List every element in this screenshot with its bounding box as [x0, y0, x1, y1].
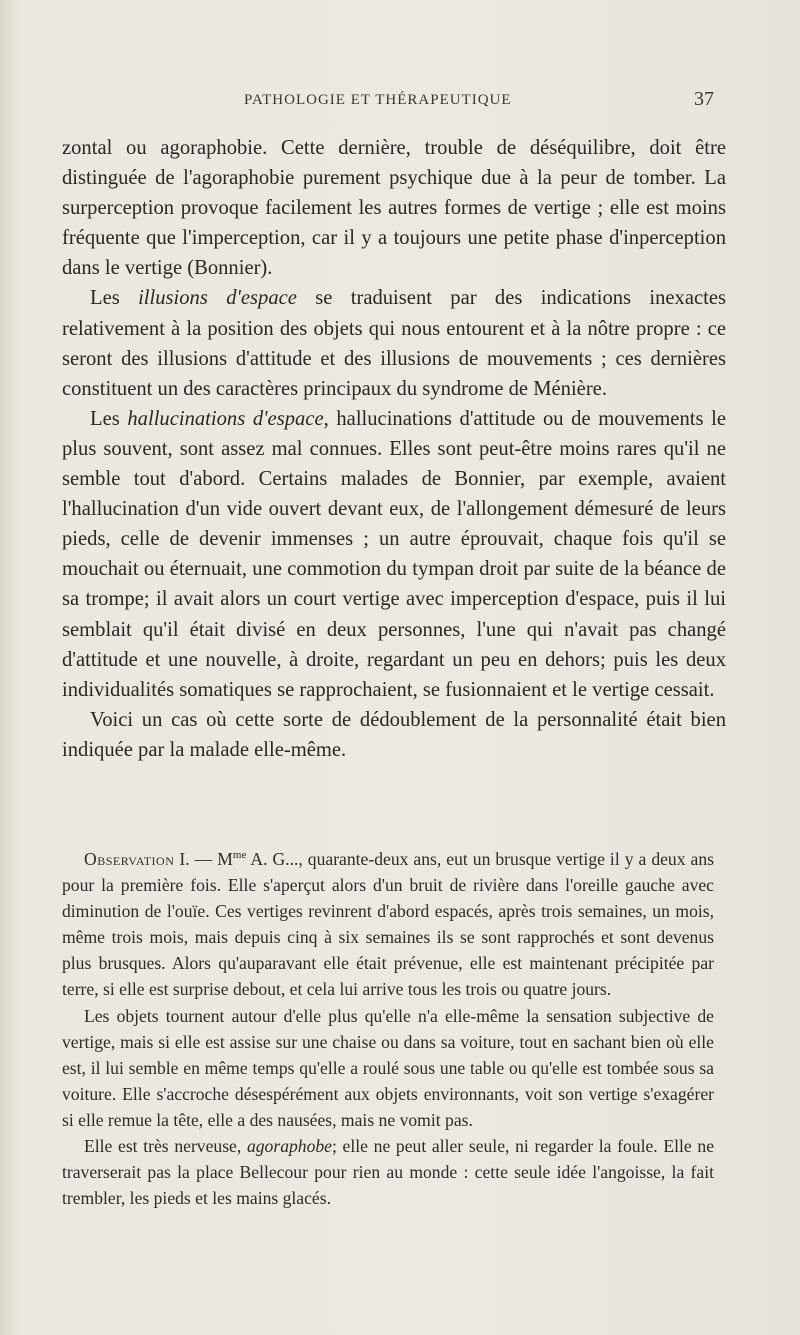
paragraph-hallucinations	[62, 404, 726, 705]
observation-label: Observation	[84, 849, 175, 869]
body-text	[62, 133, 726, 765]
term-illusions-espace: illusions d'espace	[138, 287, 297, 310]
page-number: 37	[694, 88, 714, 110]
paragraph-dedoublement: Voici un cas où cette sorte de dédoublement de la personnalité était bien indiquée par la malade elle-même.	[62, 708, 726, 761]
paragraph-illusions-lead: Les	[90, 287, 139, 310]
term-hallucinations-espace: hallucinations d'espace	[127, 407, 324, 430]
paragraph-hallucinations-lead: Les	[90, 407, 128, 430]
paragraph-hallucinations-rest: , hallucinations d'attitude ou de mouvements le plus souvent, sont assez mal connues. Elles sont peut-être moins rares qu'il ne semble tout d'abord. Certains malades de Bonnier, par exemple, avaient l'hallucination d'un vide ouvert devant eux, de l'allongement démesuré de leurs pieds, celle de devenir immenses ; un autre éprouvait, chaque fois qu'il se mouchait ou éternuait, une commotion du tympan droit par suite de la béance de sa trompe; il avait alors un court vertige avec imperception d'espace, puis il lui semblait qu'il était divisé en deux personnes, l'une qui n'avait pas changé d'attitude et une nouvelle, à droite, regardant un peu en dehors; puis les deux individualités somatiques se rapprochaient, se fusionnaient et le vertige cessait.	[62, 407, 726, 701]
term-agoraphobe: agoraphobe	[246, 1136, 332, 1157]
observation-paragraph-3-lead: Elle est très nerveuse,	[84, 1136, 247, 1157]
paragraph-illusions	[62, 283, 726, 403]
observation-paragraph-2: Les objets tournent autour d'elle plus qu'elle n'a elle-même la sensation subjective de vertige, mais si elle est assise sur une chaise ou dans sa voiture, tout en sachant bien où elle est, il lui semble en même temps qu'elle a roulé sous une table ou qu'elle est tombée sous sa voiture. Elle s'accroche désespérément aux objets environnants, voit son vertige s'exagérer si elle remue la tête, elle a des nausées, mais ne vomit pas.	[62, 1005, 714, 1130]
observation-number: I. — M	[174, 849, 233, 869]
running-title: PATHOLOGIE ET THÉRAPEUTIQUE	[244, 92, 512, 108]
observation-paragraph-1-rest: A. G..., quarante-deux ans, eut un brusque vertige il y a deux ans pour la première fois. Elle s'aperçut alors d'un bruit de rivière dans l'oreille gauche avec diminution de l'ouïe. Ces vertiges revinrent d'abord espacés, après trois semaines, un mois, même trois mois, mais depuis cinq à six semaines ils se sont rapprochés et sont devenus plus brusques. Alors qu'auparavant elle était prévenue, elle est maintenant précipitée par terre, si elle est surprise debout, et cela lui arrive tous les trois ou quatre jours.	[62, 849, 714, 1000]
observation-block	[62, 846, 714, 1211]
page-header	[0, 88, 800, 118]
observation-superscript: me	[232, 849, 247, 862]
observation-paragraph-3	[62, 1133, 714, 1211]
paragraph-illusions-rest: se traduisent par des indications inexactes relativement à la position des objets qui nous entourent et à la nôtre propre : ce seront des illusions d'attitude et des illusions de mouvements ; ces dernières constituent un des caractères principaux du syndrome de Ménière.	[62, 287, 726, 400]
observation-paragraph-1	[62, 846, 714, 1003]
observation-paragraph-3-rest: ; elle ne peut aller seule, ni regarder la foule. Elle ne traverserait pas la place Bellecour pour rien au monde : cette seule idée l'angoisse, la fait trembler, les pieds et les mains glacés.	[62, 1136, 714, 1209]
paragraph-agoraphobie: zontal ou agoraphobie. Cette dernière, trouble de déséquilibre, doit être distinguée de l'agoraphobie purement psychique due à la peur de tomber. La surperception provoque facilement les autres formes de vertige ; elle est moins fréquente que l'imperception, car il y a toujours une petite phase d'inperception dans le vertige (Bonnier).	[62, 137, 726, 280]
